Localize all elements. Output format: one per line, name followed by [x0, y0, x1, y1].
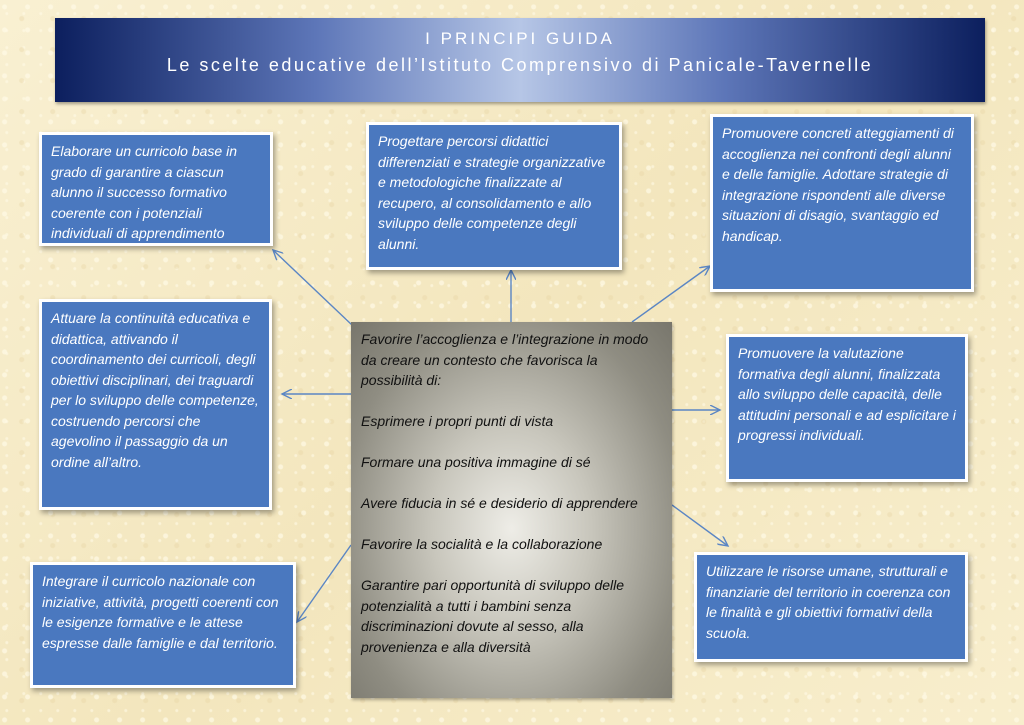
box-accoglienza-text: Promuovere concreti atteggiamenti di accoglienza nei confronti degli alunni e delle famiglie. Adottare strategie di integrazione rispondenti alle diverse situazioni di disagio, svantaggio ed handicap. — [722, 125, 954, 244]
center-box — [351, 322, 672, 698]
arrow-to-curricolo-base — [273, 250, 352, 325]
box-risorse-text: Utilizzare le risorse umane, strutturali e finanziarie del territorio in coerenza con le finalità e gli obiettivi formativi della scuola. — [706, 563, 951, 641]
center-point: Favorire la socialità e la collaborazione — [361, 536, 603, 552]
center-point: Esprimere i propri punti di vista — [361, 413, 554, 429]
box-curricolo-nazionale-text: Integrare il curricolo nazionale con iniziative, attività, progetti coerenti con le esigenze formative e le attese espresse dalle famiglie e dal territorio. — [42, 573, 279, 651]
box-valutazione — [726, 334, 968, 482]
center-intro: Favorire l’accoglienza e l’integrazione in modo da creare un contesto che favorisca la possibilità di: — [361, 331, 649, 388]
box-percorsi-didattici-text: Progettare percorsi didattici differenziati e strategie organizzative e metodologiche finalizzate al recupero, al consolidamento e allo sviluppo delle competenze degli alunni. — [378, 133, 606, 252]
arrow-to-risorse — [672, 505, 728, 546]
box-continuita — [39, 299, 272, 510]
box-risorse — [694, 552, 968, 662]
box-curricolo-base — [39, 132, 273, 246]
box-continuita-text: Attuare la continuità educativa e didattica, attivando il coordinamento dei curricoli, degli obiettivi disciplinari, dei traguardi per lo sviluppo delle competenze, costruendo percorsi che agevolino il passaggio da un ordine all’altro. — [51, 310, 259, 470]
arrow-to-accoglienza — [632, 266, 710, 322]
box-percorsi-didattici — [366, 122, 622, 270]
box-valutazione-text: Promuovere la valutazione formativa degli alunni, finalizzata allo sviluppo delle capacità, delle attitudini personali e ad esplicitare i progressi individuali. — [738, 345, 956, 443]
title-subtitle: Le scelte educative dell’Istituto Comprensivo di Panicale-Tavernelle — [166, 55, 874, 75]
arrow-to-curricolo-nazionale — [297, 545, 351, 622]
box-accoglienza — [710, 114, 974, 292]
box-curricolo-base-text: Elaborare un curricolo base in grado di garantire a ciascun alunno il successo formativo coerente con i potenziali individuali di apprendimento — [51, 143, 237, 241]
box-curricolo-nazionale — [30, 562, 296, 688]
center-point: Garantire pari opportunità di sviluppo delle potenzialità a tutti i bambini senza discriminazioni dovute al sesso, alla provenienza e alla diversità — [361, 577, 625, 655]
title-main: I PRINCIPI GUIDA — [425, 29, 615, 48]
center-point: Formare una positiva immagine di sé — [361, 454, 591, 470]
center-point: Avere fiducia in sé e desiderio di apprendere — [361, 495, 638, 511]
